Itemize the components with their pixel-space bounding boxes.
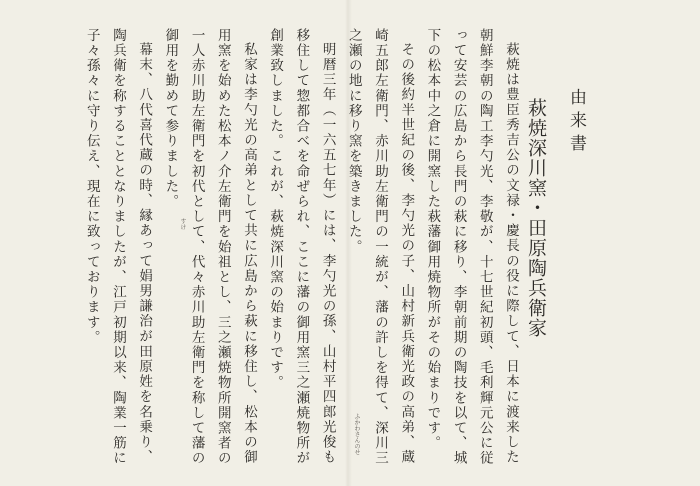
paragraph-founding: 明暦三年（一六五七年）には、李勺光の孫、山村平四郎光俊も移住して惣都合べを命ぜられ、ここに藩の御用窯三之瀬焼物所が創業致しました。これが、萩焼深川窯の始まりです。 xyxy=(267,28,336,466)
furigana-suke: すけ xyxy=(179,218,186,230)
document-body xyxy=(79,28,524,468)
document-title: 由来書 xyxy=(566,88,586,157)
paragraph-family: 私家は李勺光の高弟として共に広島から萩に移住し、松本の御用窯を始めた松本ノ介左衛門を始祖とし、三之瀬焼物所開窯者の一人赤川助左衛門を初代として、代々赤川助左衛門を称して藩の御用を勤めて参りました。 xyxy=(162,28,257,466)
furigana-fukagawa-sannose: ふかわさんのせ xyxy=(353,413,360,455)
paragraph-origin: 萩焼は豊臣秀吉公の文禄・慶長の役に際して、日本に渡来した朝鮮李朝の陶工李勺光、李敬が、十七世紀初頭、毛利輝元公に従って安芸の広島から長門の萩に移り、李朝前期の陶技を以て、城下の松本中之倉に開窯した萩藩御用焼物所がその始まりです。 xyxy=(424,28,519,466)
document-subtitle: 萩焼深川窯・田原陶兵衛家 xyxy=(525,98,547,338)
paragraph-bakumatsu: 幕末、八代喜代蔵の時、縁あって娟男謙治が田原姓を名乗り、陶兵衛を称することとなりましたが、江戸初期以来、陶業一筋に子々孫々に守り伝え、現在に致っております。 xyxy=(83,28,153,466)
paragraph-relocation: その後約半世紀の後、李勺光の子、山村新兵衛光政の高弟、蔵崎五郎左衛門、赤川助左衛門の一統が、藩の許しを得て、深川三之瀬の地に移り窯を築きました。 xyxy=(345,28,415,466)
